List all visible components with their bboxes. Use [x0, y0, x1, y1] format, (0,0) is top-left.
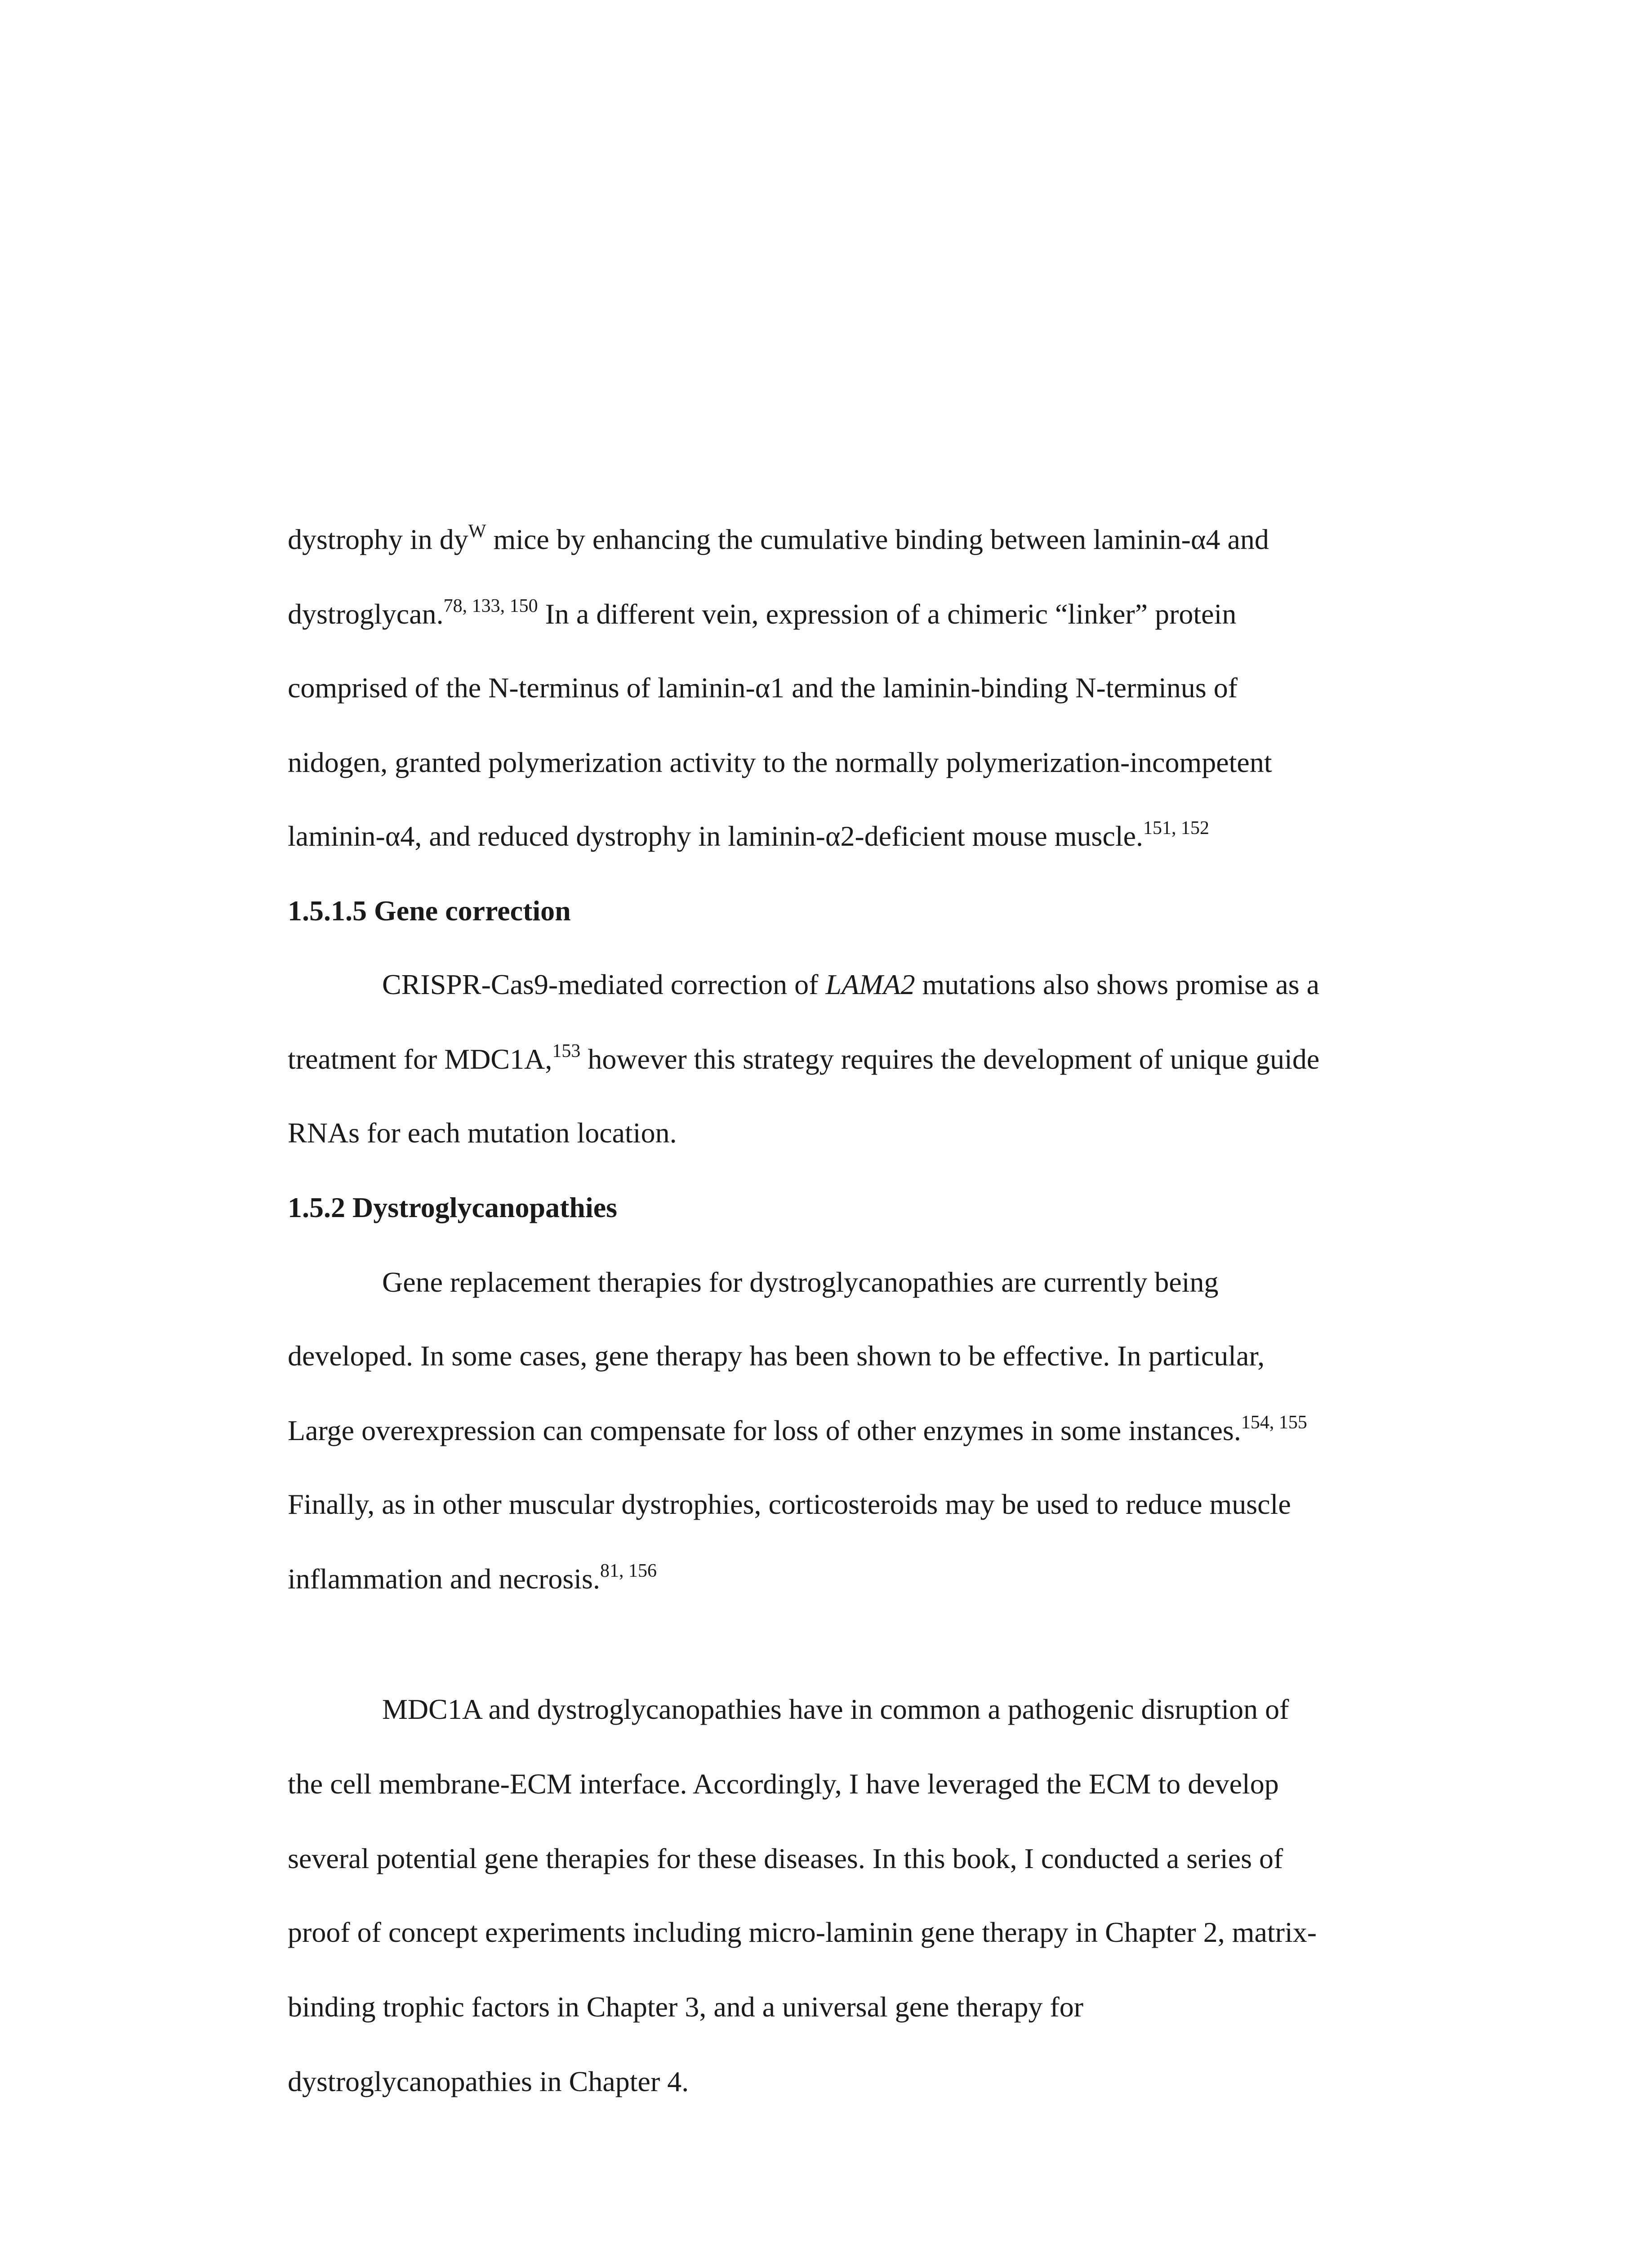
- body-text-line: dystroglycanopathies in Chapter 4.: [288, 2065, 689, 2097]
- body-text-line: Gene replacement therapies for dystroglycanopathies are currently being: [382, 1266, 1219, 1298]
- body-text-line: dystroglycan.$^{78, 133, 150}$ In a different vein, expression of a chimeric “linker” protein: [288, 596, 1237, 630]
- body-text-line: nidogen, granted polymerization activity to the normally polymerization-incompetent: [288, 746, 1272, 778]
- body-text-line: the cell membrane-ECM interface. Accordingly, I have leveraged the ECM to develop: [288, 1768, 1279, 1800]
- section-heading-dystroglycanopathies: 1.5.2 Dystroglycanopathies: [288, 1191, 618, 1223]
- body-text-line: comprised of the N-terminus of laminin-α1 and the laminin-binding N-terminus of: [288, 672, 1238, 704]
- body-text-line: several potential gene therapies for these diseases. In this book, I conducted a series of: [288, 1842, 1283, 1874]
- body-text-line: Large overexpression can compensate for loss of other enzymes in some instances.$^{154, 155}$: [288, 1412, 1307, 1446]
- body-text-line: proof of concept experiments including micro-laminin gene therapy in Chapter 2, matrix-: [288, 1916, 1317, 1948]
- body-text-line: dystrophy in $dy^W$ mice by enhancing the cumulative binding between laminin-α4 and: [288, 521, 1269, 555]
- body-text-line: treatment for MDC1A,$^{153}$ however this strategy requires the development of unique guide: [288, 1041, 1320, 1075]
- body-text-line: Finally, as in other muscular dystrophies, corticosteroids may be used to reduce muscle: [288, 1488, 1291, 1520]
- section-heading-gene-correction: 1.5.1.5 Gene correction: [288, 895, 571, 927]
- body-text-line: developed. In some cases, gene therapy has been shown to be effective. In particular,: [288, 1340, 1265, 1372]
- body-text-line: MDC1A and dystroglycanopathies have in common a pathogenic disruption of: [382, 1693, 1289, 1725]
- body-text-line: CRISPR-Cas9-mediated correction of LAMA2 mutations also shows promise as a: [382, 968, 1320, 1000]
- body-text-line: inflammation and necrosis.$^{81, 156}$: [288, 1561, 657, 1595]
- body-text-line: RNAs for each mutation location.: [288, 1117, 677, 1149]
- body-text-line: binding trophic factors in Chapter 3, and a universal gene therapy for: [288, 1991, 1084, 2023]
- body-text-line: laminin-α4, and reduced dystrophy in laminin-α2-deficient mouse muscle.$^{151, 152}$: [288, 818, 1210, 852]
